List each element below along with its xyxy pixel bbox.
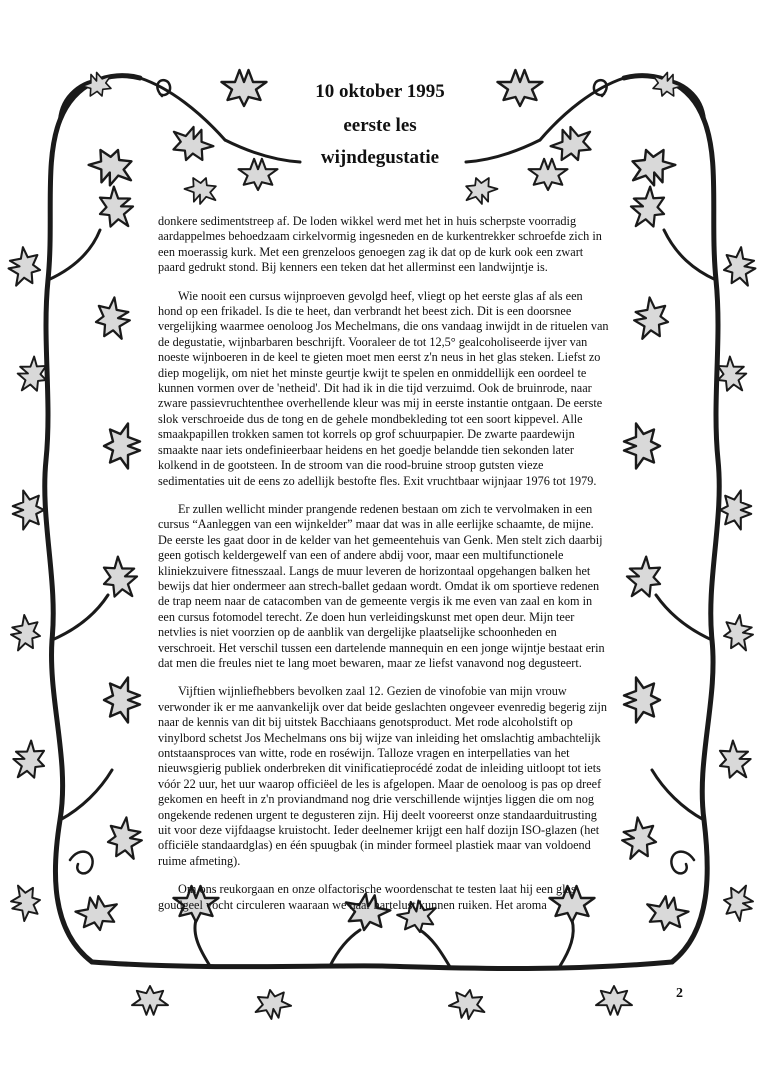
paragraph: donkere sedimentstreep af. De loden wikkel werd met het in huis scherpste voorradig aardappelmes behoedzaam cirkelvormig ingesneden en de kurkentrekker schroefde zich in een moerassig kurk. Met een grenzeloos genoegen zag ik dat op de kurk ook een zwart paard gedrukt stond. Bij kenners een teken dat het allerminst een landwijntje is.	[158, 214, 602, 275]
page-number: 2	[676, 986, 683, 1001]
paragraph: Vijftien wijnliefhebbers bevolken zaal 12. Gezien de vinofobie van mijn vrouw verwonder ik er me aanvankelijk over dat beide geslachten ongeveer evenredig begerig zijn naar de kennis van dit bij uitstek Bacchiaans genotsproduct. Met rode alcoholstift op vinylbord schetst Jos Mechelmans ons bij wijze van inleiding het omslachtig ambachtelijk ontstaansproces van witte, rode en roséwijn. Talloze vragen en interpellaties van het nieuwsgierig publiek onderbreken dit vinificatieprocédé zodat de inleiding uitloopt tot iets vóór 22 uur, het uur waarop officiëel de les is afgelopen. Maar de oenoloog is pas op dreef gekomen en heeft in z'n proviandmand nog drie verschillende wijntjes liggen die om nog ongekende redenen urgent te degusteren zijn. Hij deelt vooreerst onze standaarduitrusting uit voor deze vijfdaagse kruistocht. Ieder deelnemer krijgt een half dozijn ISO-glazen (het officiële standaardglas) en één spuugbak (in minder formeel plastiek maar van voldoend ruime afmeting).	[158, 684, 607, 868]
article-body	[158, 214, 610, 926]
paragraph: Er zullen wellicht minder prangende redenen bestaan om zich te vervolmaken in een cursus “Aanleggen van een wijnkelder” maar dat was in alle eerlijke schaamte, de mijne. De eerste les gaat door in de kelder van het gemeentehuis van Genk. Men stelt zich daarbij geen gotisch keldergewelf van een of andere abdij voor, maar een multifunctionele kliniekzuivere fitnesszaal. Langs de muur leveren de horizontaal opgehangen balken het bewijs dat hier ondermeer aan strech-ballet gedaan wordt. Omdat ik om sportieve redenen de trap neem naar de catacomben van de gemeente vergis ik me even van zaal en kom in een cursus fotomodel terecht. Ze doen hun verleidingskunst met open deur. Mijn teer netvlies is niet voorzien op de aanblik van dergelijke plaatselijke schoonheden en verschroeit. Het verschil tussen een dartelende mannequin en een jonge wijntje bestaat erin dat men die freules niet te lang moet bewaren, maar ze liefst vanavond nog degusteert.	[158, 501, 605, 670]
title-topic: wijndegustatie	[320, 147, 440, 168]
paragraph: Om ons reukorgaan en onze olfactorische woordenschat te testen laat hij een glas goudgeel vocht circuleren waaraan we naar hartelust kunnen ruiken. Het aroma	[158, 882, 576, 912]
title-subtitle: eerste les	[343, 115, 417, 136]
title-date: 10 oktober 1995	[315, 81, 445, 102]
paragraph: Wie nooit een cursus wijnproeven gevolgd heef, vliegt op het eerste glas af als een hond op een frikadel. Is die te heet, dan verbrandt het beest zich. Dit is een doorsnee vergelijking waarmee oenoloog Jos Mechelmans, die ons vandaag inwijdt in de rituelen van de degustatie, wijnbarbaren beschrijft. Vooraleer de tot 12,5° gealcoholiseerde ijver van noeste wijnboeren in de keel te gieten moet men eerst z'n neus in het glas steken. Liefst zo diep mogelijk, om niet het minste geurtje kwijt te spelen en onmiddellijk een oordeel te kunnen vormen over de 'netheid'. Dit had ik in die tijd verzuimd. Ook de bruinrode, naar zware passievruchtenthee overhellende kleur was mij in eerste instantie ontgaan. De eerste slok verschroeide dus de tong en de gehele mondbekleding tot een soort kippevel. Alle smaakpapillen trokken samen tot korrels op grof schuurpapier. De zwarte paardewijn smaakte naar iets ondefinieerbaar heidens en het goedje belandde tien sekonden later kolkend in de gootsteen. In de stroom van die rood-bruine stroop gutsten vieze sedimentaties uit de eens zo adellijk bestofte fles. Exit vruchtbaar wijnjaar 1976 tot 1979.	[158, 288, 609, 488]
